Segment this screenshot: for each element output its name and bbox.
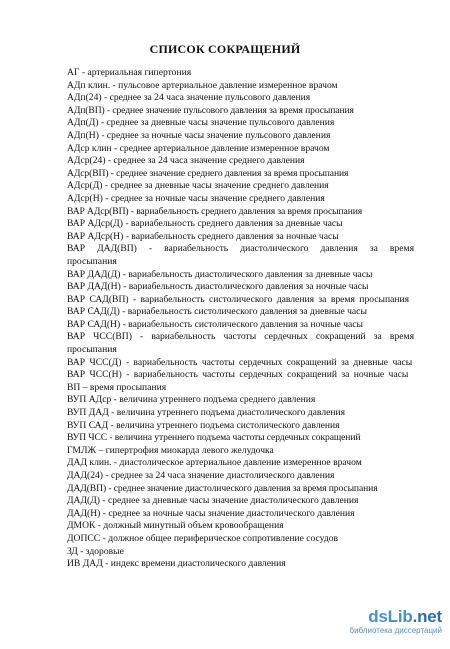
list-item: ВАР ДАД(Н) - вариабельность диастолического давления за ночные часы <box>67 281 369 293</box>
list-item: ДАД(ВП) - среднее значение диастолического давления за время просыпания <box>67 482 378 494</box>
list-item: АДср(Н) - среднее за ночные часы значение среднего давления <box>67 192 325 204</box>
list-item: АДср(24) - среднее за 24 часа значение среднего давления <box>67 155 305 167</box>
list-item: ВП – время просыпания <box>67 381 167 393</box>
list-item: ВАР АДср(ВП) - вариабельность среднего давления за время просыпания <box>67 205 363 217</box>
list-item: АДср(Д) - среднее за дневные часы значение среднего давления <box>67 180 329 192</box>
list-item: ВУП ЧСС - величина утреннего подъема частоты сердечных сокращений <box>67 432 361 444</box>
watermark-logo-part2: .net <box>412 607 442 626</box>
list-item: ВУП САД - величина утреннего подъема систолического давления <box>67 419 340 431</box>
list-item: АДср клин - среднее артериальное давление измеренное врачом <box>67 142 330 154</box>
list-item: ДМОК - должный минутный объем кровообращения <box>67 520 284 532</box>
scan-fade-overlay <box>230 594 350 608</box>
list-item: АДср(ВП) - среднее значение среднего давления за время просыпания <box>67 167 349 179</box>
list-item: АДп(Н) - среднее за ночные часы значение пульсового давления <box>67 129 331 141</box>
list-item: ВУП АДср - величина утреннего подъема среднего давления <box>67 394 316 406</box>
list-item: ВАР САД(ВП) - вариабельность систолического давления за время просыпания <box>67 293 410 305</box>
list-item: ВАР ЧСС(Д) - вариабельность частоты сердечных сокращений за дневные часы <box>67 356 413 368</box>
list-item: ЗД - здоровые <box>67 545 124 557</box>
list-item: ВАР ДАД(Д) - вариабельность диастолического давления за дневные часы <box>67 268 373 280</box>
page-title: СПИСОК СОКРАЩЕНИЙ <box>149 42 301 56</box>
list-item: ВАР САД(Д) - вариабельность систолического давления за дневные часы <box>67 306 367 318</box>
watermark-logo-part1: dsLib <box>368 607 413 626</box>
list-item: ВАР ДАД(ВП) - вариабельность диастолического давления за время просыпания <box>67 243 414 267</box>
list-item: ГМЛЖ – гипертрофия миокарда левого желудочка <box>67 444 274 456</box>
list-item: АДп(24) - среднее за 24 часа значение пульсового давления <box>67 92 311 104</box>
list-item: АДп(Д) - среднее за дневные часы значение пульсового давления <box>67 117 335 129</box>
watermark-subtitle: библиотека диссертаций <box>349 626 442 635</box>
list-item: ИВ ДАД - индекс времени диастолического давления <box>67 558 286 570</box>
watermark-logo <box>342 607 442 626</box>
list-item: ВУП ДАД - величина утреннего подъема диастолического давления <box>67 407 346 419</box>
list-item: ДОПСС - должное общее периферическое сопротивление сосудов <box>67 532 339 544</box>
list-item: ВАР ЧСС(ВП) - вариабельность частоты сердечных сокращений за время просыпания <box>67 331 414 356</box>
list-item: ДАД клин. - диастолическое артериальное давление измеренное врачом <box>67 457 362 469</box>
list-item: ДАД(24) - среднее за 24 часа значение диастолического давления <box>67 470 335 481</box>
list-item: ДАД(Д) - среднее за дневные часы значение диастолического давления <box>67 495 359 507</box>
list-item: ВАР САД(Н) - вариабельность систолического давления за ночные часы <box>67 318 363 330</box>
list-item: ВАР АДср(Н) - вариабельность среднего давления за ночные часы <box>67 230 339 242</box>
list-item: ДАД(Н) - среднее за ночные часы значение диастолического давления <box>67 507 355 519</box>
list-item: ВАР АДср(Д) - вариабельность среднего давления за дневные часы <box>67 218 343 230</box>
list-item: ВАР ЧСС(Н) - вариабельность частоты сердечных сокращений за ночные часы <box>67 369 409 381</box>
list-item: АДп(ВП) - среднее значение пульсового давления за время просыпания <box>67 104 354 116</box>
list-item: АДп клин. - пульсовое артериальное давление измеренное врачом <box>67 79 338 91</box>
watermark <box>342 607 442 641</box>
abbreviation-list <box>67 67 414 571</box>
list-item: АГ - артериальная гипертония <box>67 67 192 78</box>
